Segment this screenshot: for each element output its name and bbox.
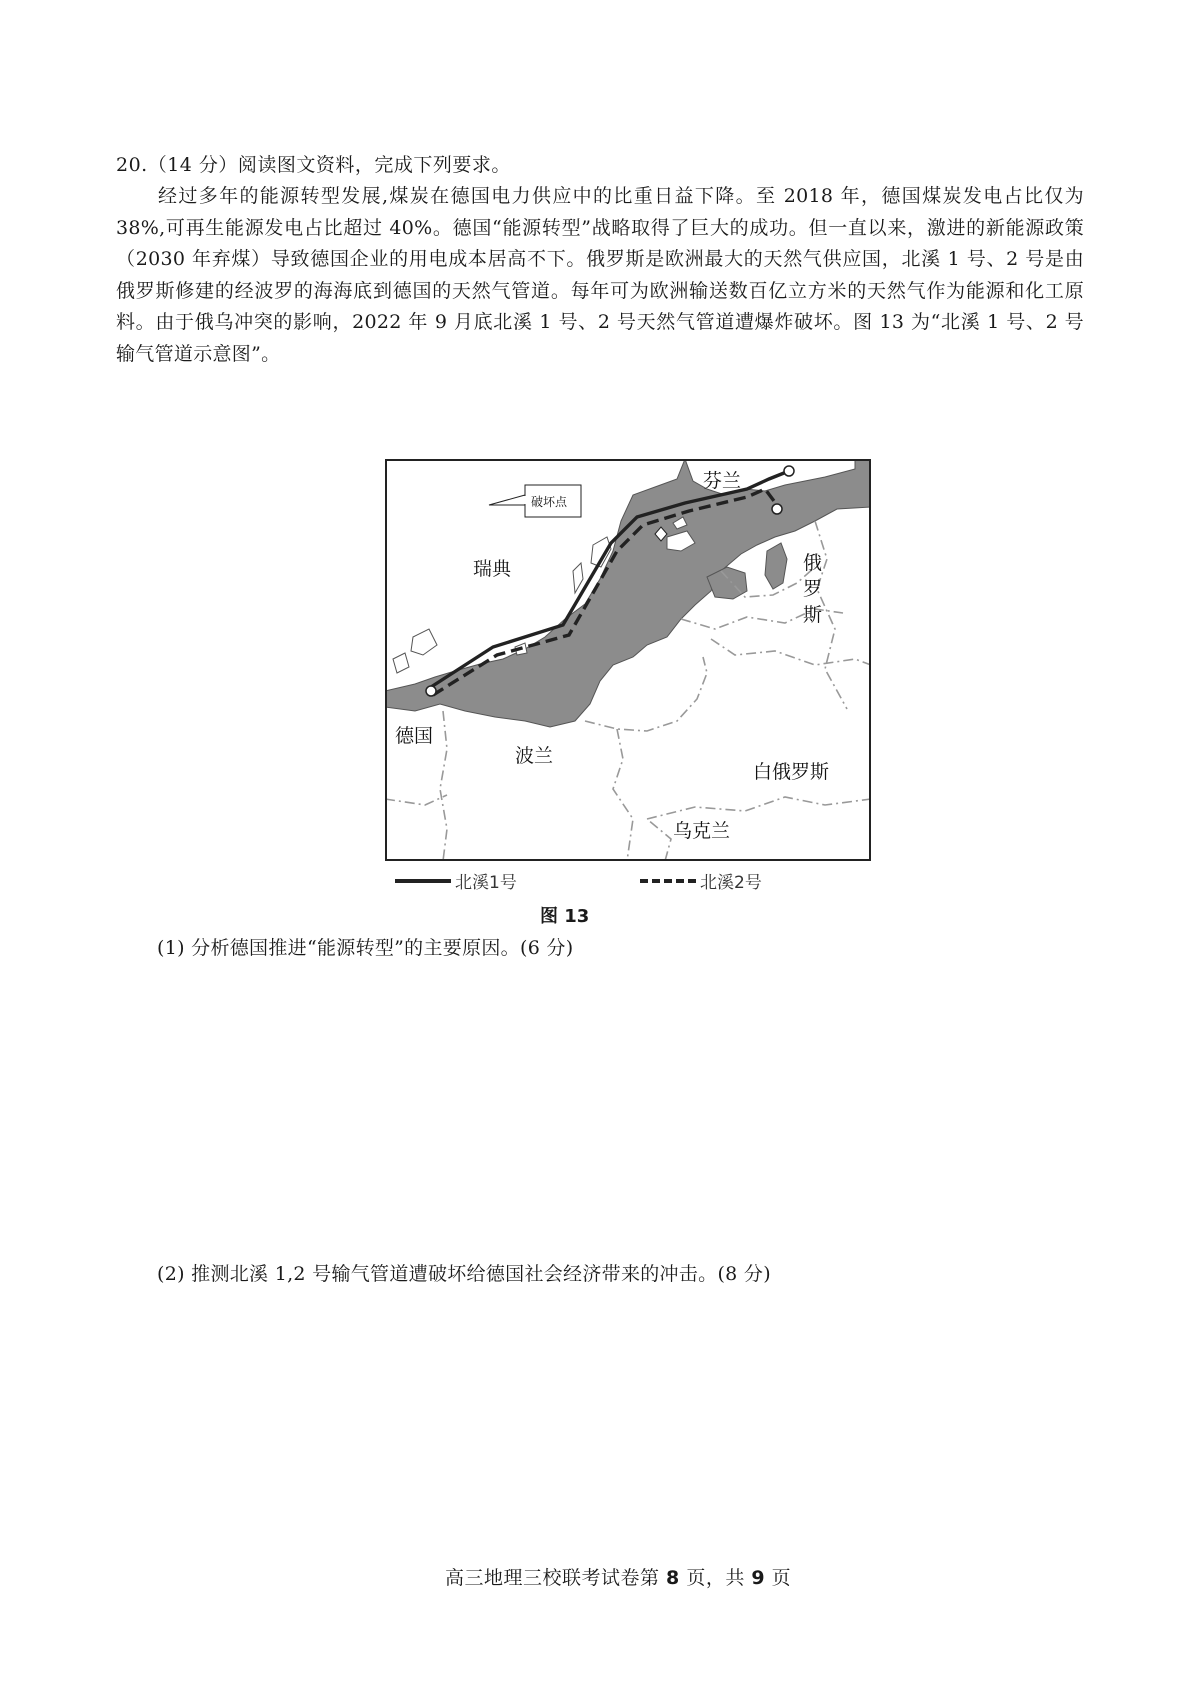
footer-total-pages: 9 [751, 1567, 766, 1589]
legend-nord-stream-1-label: 北溪1号 [455, 873, 517, 893]
label-finland: 芬兰 [703, 470, 742, 492]
label-russia-2: 罗 [803, 578, 823, 600]
footer-suffix: 页 [765, 1567, 792, 1589]
map-legend [395, 868, 815, 892]
sub-question-2: (2) 推测北溪 1,2 号输气管道遭破坏给德国社会经济带来的冲击。(8 分) [157, 1263, 771, 1285]
pipeline-endpoint-russia-2 [772, 504, 782, 514]
figure-caption: 图 13 [540, 906, 590, 927]
legend-nord-stream-2 [640, 868, 762, 893]
question-paragraph: 经过多年的能源转型发展,煤炭在德国电力供应中的比重日益下降。至 2018 年，德国煤炭发电占比仅为 38%,可再生能源发电占比超过 40%。德国“能源转型”战略取得了巨大的成功。但一直以来，激进的新能源政策（2030 年弃煤）导致德国企业的用电成本居高不下。俄罗斯是欧洲最大的天然气供应国，北溪 1 号、2 号是由俄罗斯修建的经波罗的海海底到德国的天然气管道。每年可为欧洲输送数百亿立方米的天然气作为能源和化工原料。由于俄乌冲突的影响，2022 年 9 月底北溪 1 号、2 号天然气管道遭爆炸破坏。图 13 为“北溪 1 号、2 号输气管道示意图”。 [116, 185, 1084, 365]
label-sweden: 瑞典 [473, 558, 512, 580]
label-russia-1: 俄 [803, 552, 823, 574]
footer-middle: 页，共 [679, 1567, 752, 1589]
legend-nord-stream-2-label: 北溪2号 [700, 873, 762, 893]
label-germany: 德国 [395, 725, 434, 747]
nord-stream-map [385, 459, 871, 861]
footer-page-number: 8 [666, 1567, 680, 1589]
label-belarus: 白俄罗斯 [753, 761, 830, 783]
label-russia-3: 斯 [803, 604, 823, 626]
footer-prefix: 高三地理三校联考试卷第 [445, 1567, 667, 1589]
question-header: 20.（14 分）阅读图文资料，完成下列要求。 [116, 154, 511, 176]
pipeline-endpoint-russia-1 [784, 466, 794, 476]
damage-point-label: 破坏点 [531, 495, 568, 509]
label-poland: 波兰 [515, 745, 554, 767]
sub-question-1: (1) 分析德国推进“能源转型”的主要原因。(6 分) [157, 937, 574, 959]
legend-nord-stream-1 [395, 868, 517, 893]
legend-dashed-line [640, 879, 696, 883]
label-ukraine: 乌克兰 [673, 820, 731, 842]
legend-solid-line [395, 879, 451, 883]
pipeline-endpoint-germany [426, 686, 436, 696]
page-footer [445, 1563, 791, 1590]
